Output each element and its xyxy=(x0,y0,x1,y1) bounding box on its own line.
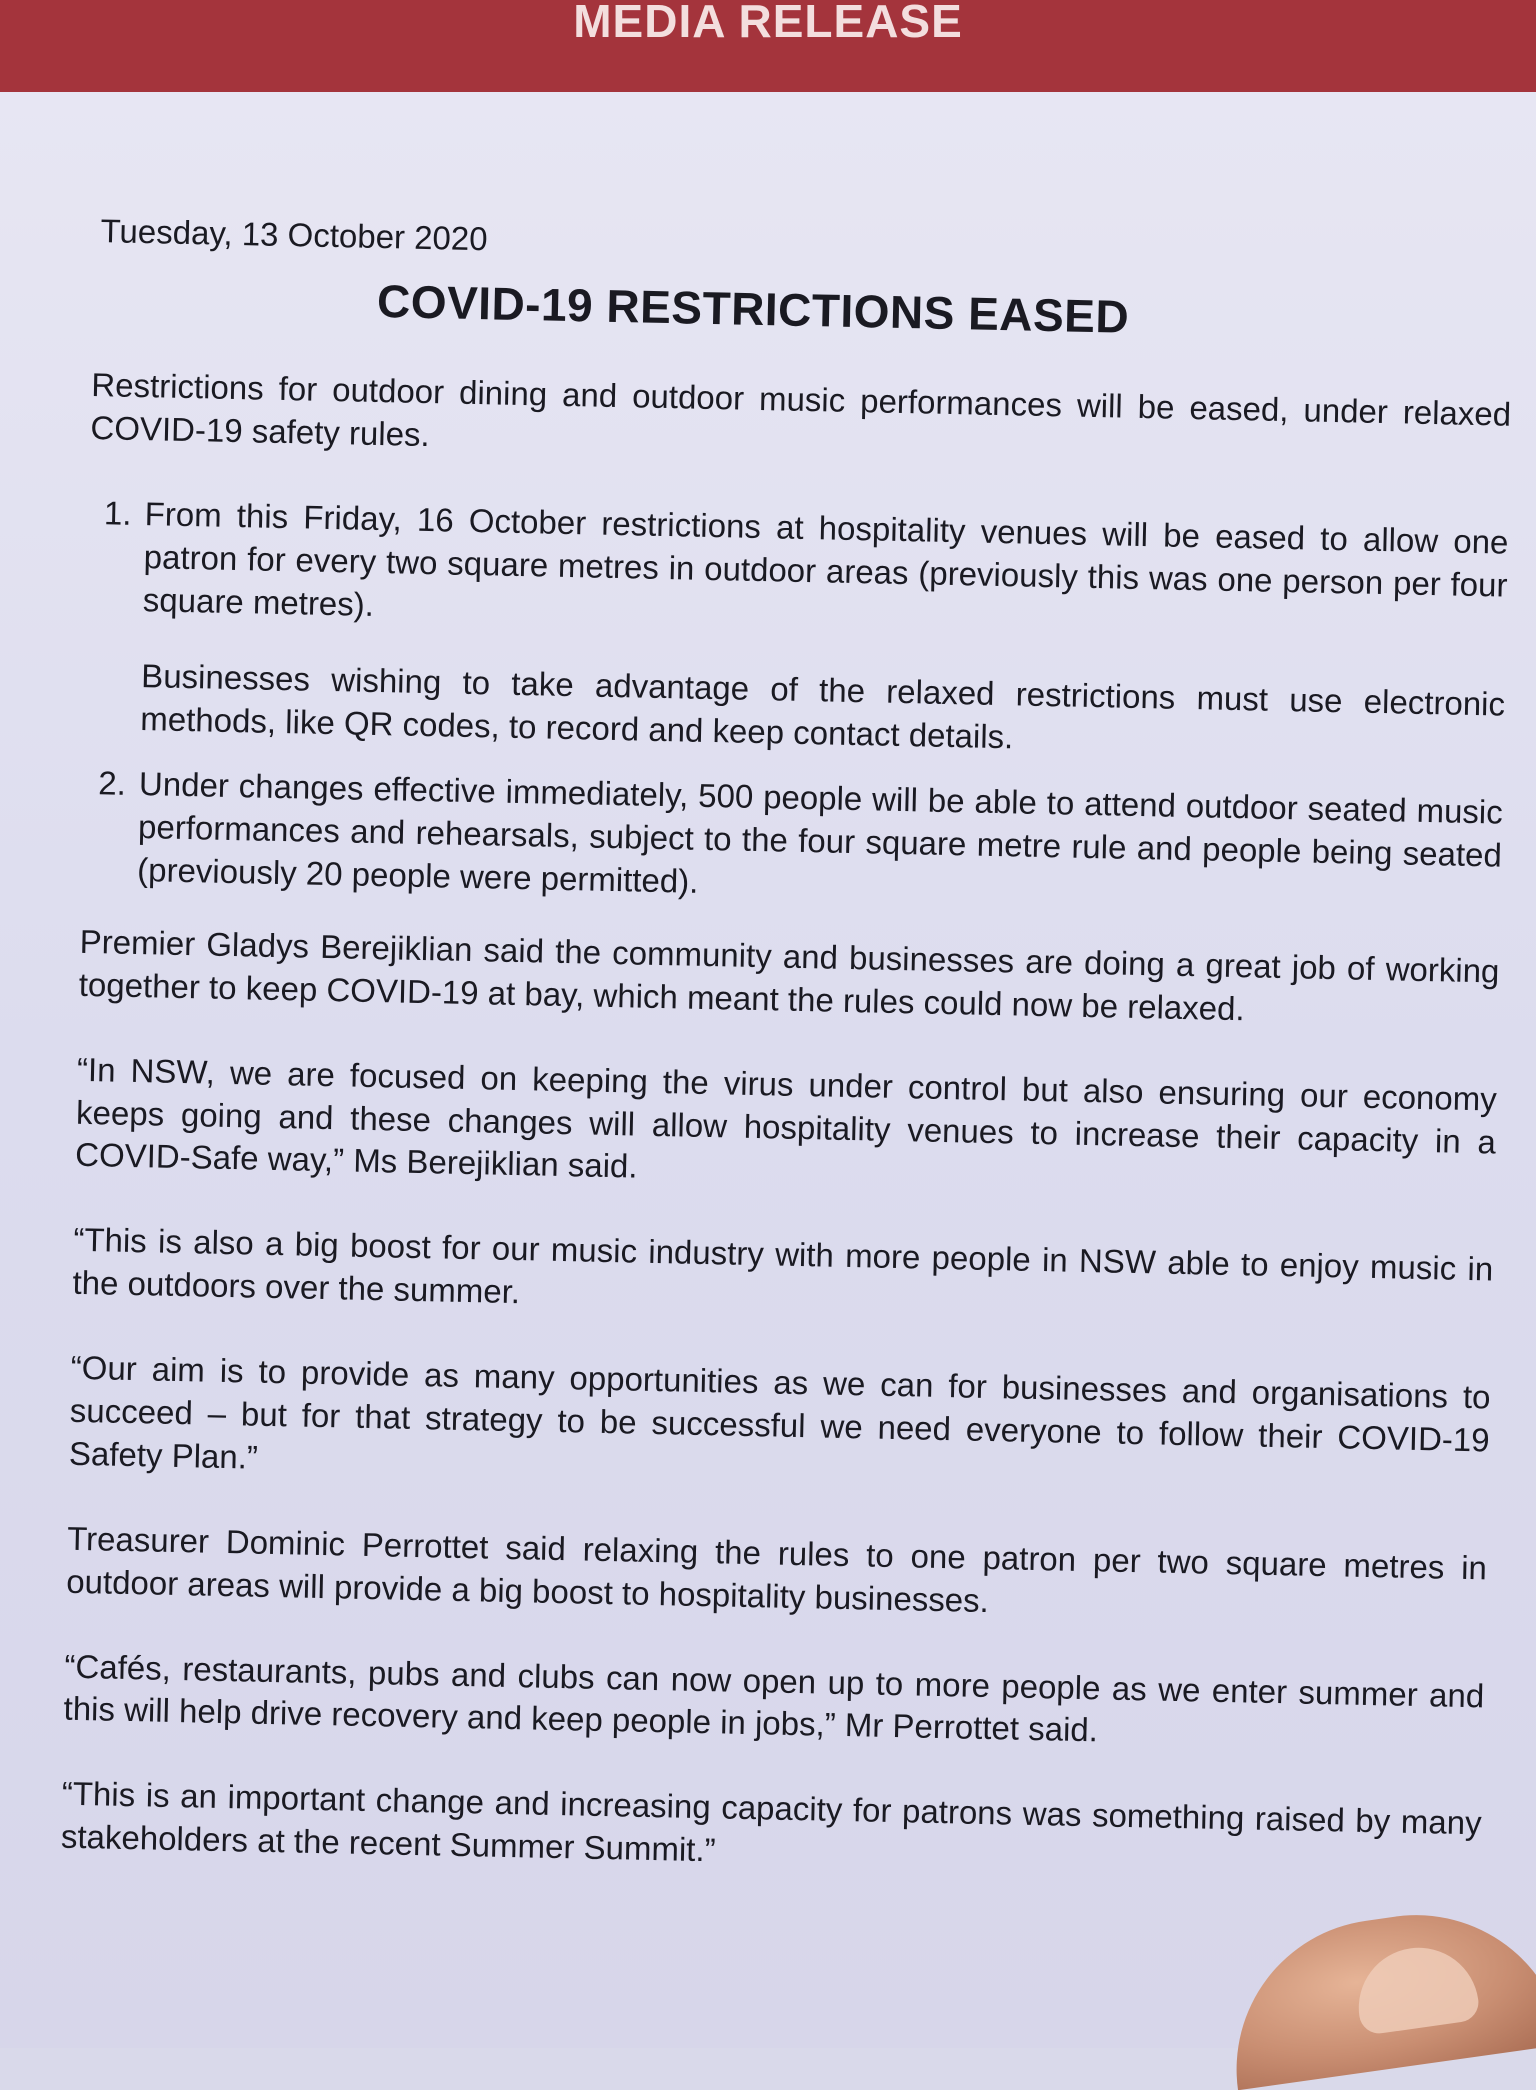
body-paragraph-7: “This is an important change and increasing capacity for patrons was something raised by many stakeholders at the recent Summer Summit.” xyxy=(60,1775,1482,1869)
body-paragraph-3: “This is also a big boost for our music industry with more people in NSW able to enjoy music in the outdoors over the summer. xyxy=(72,1221,1494,1311)
intro-paragraph: Restrictions for outdoor dining and outdoor music performances will be eased, under relaxed COVID-19 safety rules. xyxy=(90,365,1512,453)
press-release-content xyxy=(60,212,1515,1931)
headline: COVID-19 RESTRICTIONS EASED xyxy=(376,274,1130,343)
body-paragraph-4: “Our aim is to provide as many opportunities as we can for businesses and organisations to succeed – but for that strategy to be successful we need everyone to follow their COVID-19 Safety Plan.” xyxy=(68,1348,1491,1476)
numbered-list xyxy=(81,492,1509,921)
list-item-2 xyxy=(133,763,1503,920)
paper-sheet xyxy=(0,92,1536,2048)
body-paragraph-5: Treasurer Dominic Perrottet said relaxing the rules to one patron per two square metres in outdoor areas will provide a big boost to hospitality businesses. xyxy=(65,1519,1488,1619)
body-paragraph-2: “In NSW, we are focused on keeping the virus under control but also ensuring our economy keeps going and these changes will allow hospitality venues to increase their capacity in a COVID-Safe way,” Ms Berejiklian said. xyxy=(74,1050,1498,1186)
list-item-2-paragraph-1: 2. Under changes effective immediately, 500 people will be able to attend outdoor seated music performances and rehearsals, subject to the four square metre rule and people being seated (previously 20 people were permitted). xyxy=(136,765,1504,900)
list-item-1-paragraph-1: 1. From this Friday, 16 October restrictions at hospitality venues will be eased to allow one patron for every two square metres in outdoor areas (previously this was one person per four square metres). xyxy=(142,494,1509,623)
list-item-1 xyxy=(136,493,1509,770)
media-release-banner xyxy=(0,0,1536,92)
body-paragraph-6: “Cafés, restaurants, pubs and clubs can now open up to more people as we enter summer and this will help drive recovery and keep people in jobs,” Mr Perrottet said. xyxy=(63,1647,1485,1749)
banner-title: MEDIA RELEASE xyxy=(573,0,963,47)
list-item-1-paragraph-2: Businesses wishing to take advantage of the relaxed restrictions must use electronic methods, like QR codes, to record and keep contact details. xyxy=(140,657,1506,756)
release-date: Tuesday, 13 October 2020 xyxy=(100,212,488,258)
body-paragraph-1: Premier Gladys Berejiklian said the community and businesses are doing a great job of working together to keep COVID-19 at bay, which meant the rules could now be relaxed. xyxy=(78,922,1500,1028)
